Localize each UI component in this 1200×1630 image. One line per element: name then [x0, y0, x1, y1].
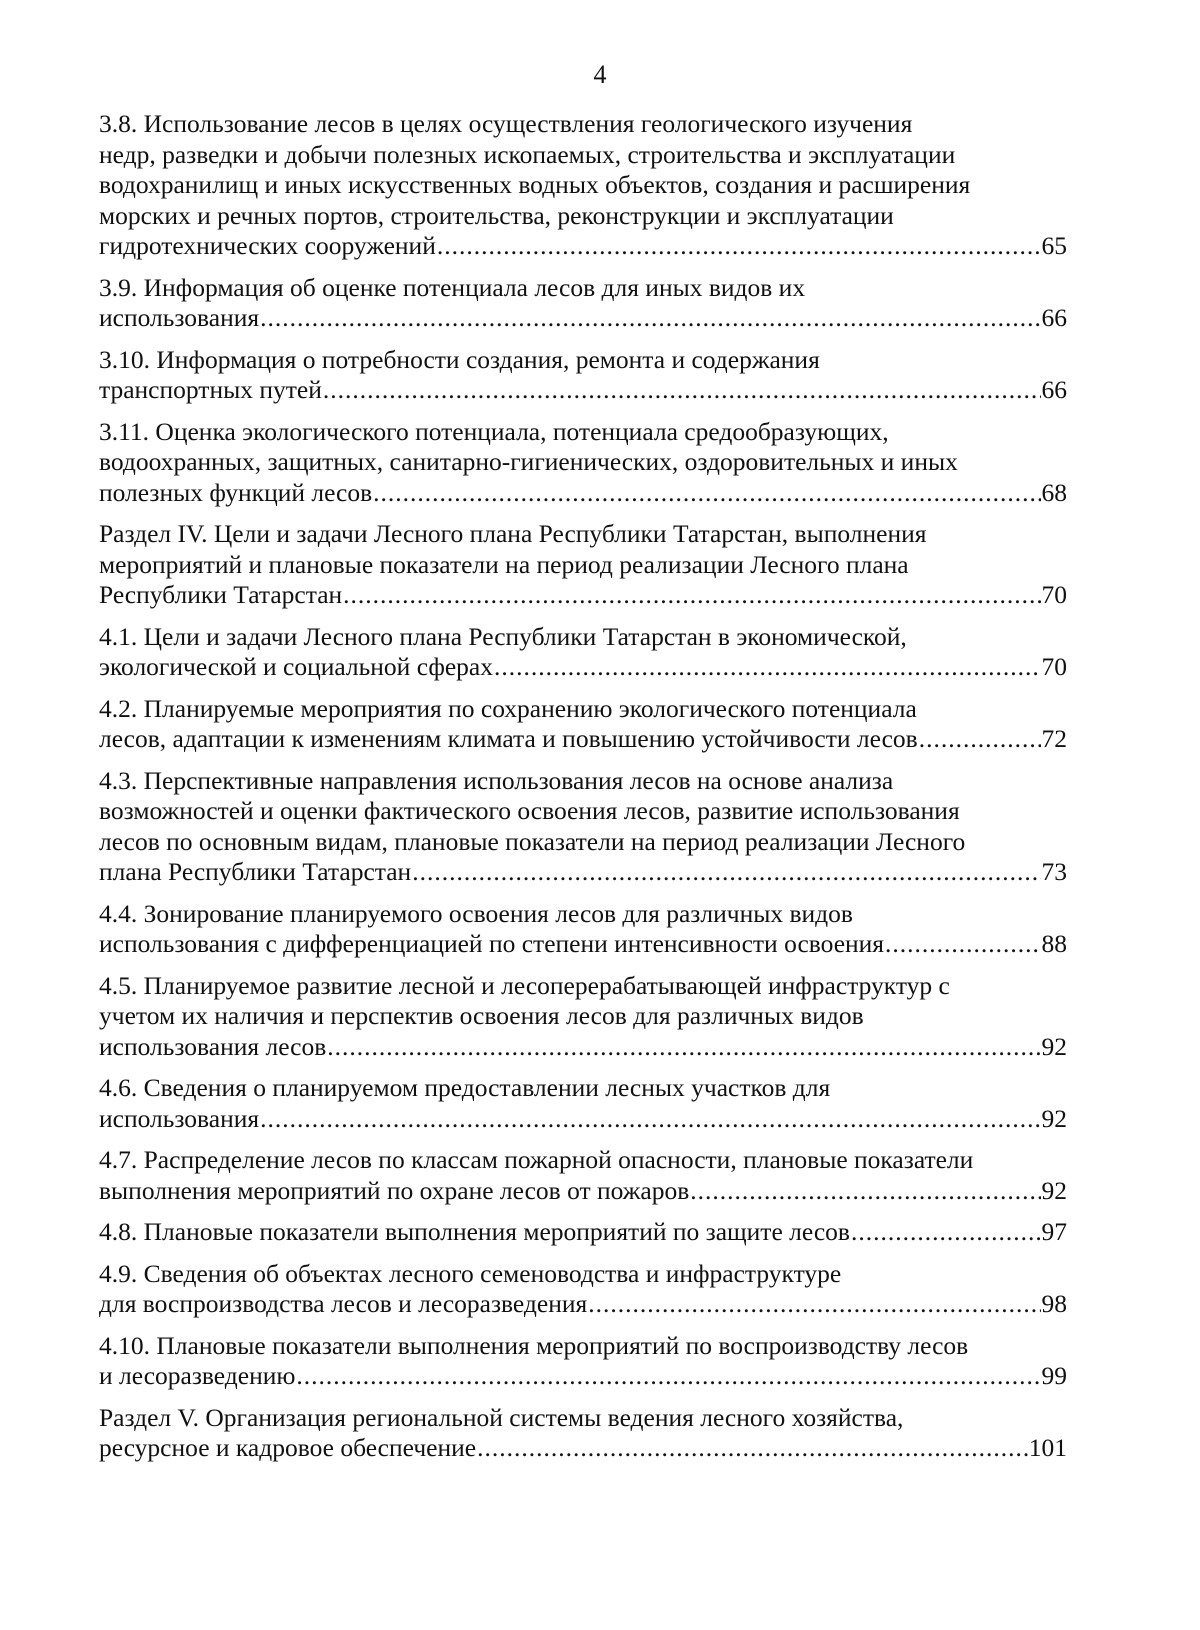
toc-page-number: 70 [1041, 652, 1067, 681]
dot-leader [327, 1032, 1040, 1063]
toc-entry-line: 4.7. Распределение лесов по классам пожарной опасности, плановые показатели [99, 1145, 974, 1174]
toc-entry-last-line [99, 1361, 1067, 1392]
dot-leader [477, 1433, 1028, 1464]
toc-entry-line: 4.3. Перспективные направления использования лесов на основе анализа [99, 765, 894, 795]
toc-entry-line: 4.5. Планируемое развитие лесной и лесоперерабатывающей инфраструктур с [99, 970, 950, 1000]
toc-entry-title-end: использования [99, 303, 260, 332]
toc-entry-last-line [99, 231, 1067, 262]
toc-entry-title-end: использования лесов [99, 1031, 327, 1061]
toc-entry-line: 4.10. Плановые показатели выполнения мероприятий по воспроизводству лесов [99, 1330, 969, 1360]
toc-entry-last-line [99, 1104, 1067, 1135]
toc-entry-title-end: полезных функций лесов [99, 477, 373, 507]
toc-entry [99, 694, 1067, 755]
toc-entry [99, 1331, 1067, 1392]
toc-entry [99, 971, 1067, 1063]
toc-entry-last-line [99, 1176, 1067, 1207]
toc-entry-title-end: выполнения мероприятий по охране лесов от пожаров [99, 1175, 690, 1205]
dot-leader [296, 1361, 1040, 1392]
toc-entry-last-line [99, 1217, 1067, 1248]
toc-entry [99, 345, 1067, 406]
toc-entry-last-line [99, 580, 1067, 611]
dot-leader [323, 375, 1041, 406]
toc-entry-line: 4.6. Сведения о планируемом предоставлении лесных участков для [99, 1073, 831, 1102]
toc-entry-last-line [99, 724, 1067, 755]
toc-entry-line: лесов по основным видам, плановые показатели на период реализации Лесного [99, 826, 966, 856]
toc-entry-title-end: Республики Татарстан [99, 580, 343, 609]
dot-leader [851, 1217, 1041, 1248]
toc-entry-line: учетом их наличия и перспектив освоения лесов для различных видов [99, 1001, 864, 1030]
page-number: 4 [593, 60, 607, 89]
toc-entry-title-end: использования с дифференциацией по степени интенсивности освоения [99, 929, 885, 958]
toc-entry [99, 899, 1067, 960]
toc-entry-line: 3.9. Информация об оценке потенциала лесов для иных видов их [99, 272, 806, 302]
toc-entry-title-end: гидротехнических сооружений [99, 231, 436, 260]
toc-page-number: 70 [1041, 580, 1067, 609]
toc-entry-title-end: 4.8. Плановые показатели выполнения мероприятий по защите лесов [99, 1217, 850, 1246]
toc-entry-title-end: использования [99, 1103, 260, 1133]
toc-entry [99, 519, 1067, 611]
toc-entry-line: 4.9. Сведения об объектах лесного семеноводства и инфраструктуре [99, 1258, 842, 1288]
toc-entry-line: недр, разведки и добычи полезных ископаемых, строительства и эксплуатации [99, 139, 956, 169]
toc-page-number: 97 [1041, 1217, 1067, 1246]
toc-entry-line: 4.1. Цели и задачи Лесного плана Республики Татарстан в экономической, [99, 621, 907, 651]
toc-entry-title-end: лесов, адаптации к изменениям климата и повышению устойчивости лесов [99, 724, 918, 753]
toc-page-number: 66 [1041, 303, 1067, 332]
toc-entry-last-line [99, 375, 1067, 406]
toc-page-number: 73 [1041, 857, 1067, 886]
toc-entry [99, 1145, 1067, 1206]
dot-leader [690, 1176, 1040, 1207]
toc-page-number: 72 [1041, 724, 1067, 753]
toc-page-number: 66 [1041, 375, 1067, 404]
toc-page-number: 92 [1041, 1103, 1067, 1133]
toc-page-number: 65 [1041, 231, 1067, 260]
toc-page-number: 92 [1041, 1175, 1067, 1205]
dot-leader [260, 1104, 1040, 1135]
toc-entry [99, 1259, 1067, 1320]
toc-page-number: 99 [1041, 1361, 1067, 1390]
toc-entry-last-line [99, 652, 1067, 683]
toc-entry-last-line [99, 1032, 1067, 1063]
dot-leader [343, 580, 1040, 611]
toc-entry-line: 4.4. Зонирование планируемого освоения лесов для различных видов [99, 898, 853, 928]
toc-entry-title-end: и лесоразведению [99, 1361, 296, 1390]
toc-page-number: 101 [1028, 1433, 1067, 1462]
toc-page-number: 88 [1041, 929, 1067, 958]
toc-page-number: 92 [1041, 1031, 1067, 1061]
dot-leader [919, 724, 1041, 755]
dot-leader [373, 478, 1040, 509]
toc-entry-line: водохранилищ и иных искусственных водных объектов, создания и расширения [99, 170, 971, 199]
toc-entry-line: Раздел V. Организация региональной системы ведения лесного хозяйства, [99, 1402, 904, 1432]
toc-entry [99, 273, 1067, 334]
table-of-contents [99, 109, 1067, 1475]
toc-entry [99, 109, 1067, 262]
toc-entry-title-end: экологической и социальной сферах [99, 652, 493, 681]
dot-leader [437, 231, 1041, 262]
toc-entry-line: 4.2. Планируемые мероприятия по сохранению экологического потенциала [99, 693, 917, 723]
toc-entry-title-end: ресурсное и кадровое обеспечение [99, 1433, 477, 1462]
toc-entry [99, 1217, 1067, 1248]
toc-entry-line: водоохранных, защитных, санитарно-гигиенических, оздоровительных и иных [99, 447, 958, 476]
dot-leader [885, 929, 1040, 960]
dot-leader [412, 857, 1040, 888]
toc-entry-title-end: для воспроизводства лесов и лесоразведения [99, 1289, 588, 1318]
toc-entry-last-line [99, 1433, 1067, 1464]
dot-leader [494, 652, 1041, 683]
toc-entry-line: 3.11. Оценка экологического потенциала, потенциала средообразующих, [99, 416, 889, 446]
toc-entry [99, 417, 1067, 509]
toc-entry-title-end: плана Республики Татарстан [99, 857, 412, 886]
toc-entry-title-end: транспортных путей [99, 375, 322, 404]
toc-entry [99, 1403, 1067, 1464]
toc-entry [99, 1073, 1067, 1134]
dot-leader [260, 303, 1040, 334]
toc-entry-last-line [99, 1289, 1067, 1320]
toc-entry-last-line [99, 478, 1067, 509]
toc-entry-line: 3.8. Использование лесов в целях осуществления геологического изучения [99, 109, 913, 138]
toc-entry [99, 766, 1067, 888]
toc-entry-last-line [99, 929, 1067, 960]
toc-entry-line: возможностей и оценки фактического освоения лесов, развитие использования [99, 796, 960, 825]
toc-entry-last-line [99, 303, 1067, 334]
toc-entry-line: 3.10. Информация о потребности создания, ремонта и содержания [99, 344, 820, 374]
dot-leader [588, 1289, 1040, 1320]
toc-entry-line: морских и речных портов, строительства, реконструкции и эксплуатации [99, 200, 894, 230]
toc-entry-last-line [99, 857, 1067, 888]
toc-entry-line: Раздел IV. Цели и задачи Лесного плана Республики Татарстан, выполнения [99, 519, 927, 548]
toc-entry-line: мероприятий и плановые показатели на период реализации Лесного плана [99, 549, 909, 579]
toc-page-number: 68 [1041, 477, 1067, 507]
toc-entry [99, 622, 1067, 683]
toc-page-number: 98 [1041, 1289, 1067, 1318]
